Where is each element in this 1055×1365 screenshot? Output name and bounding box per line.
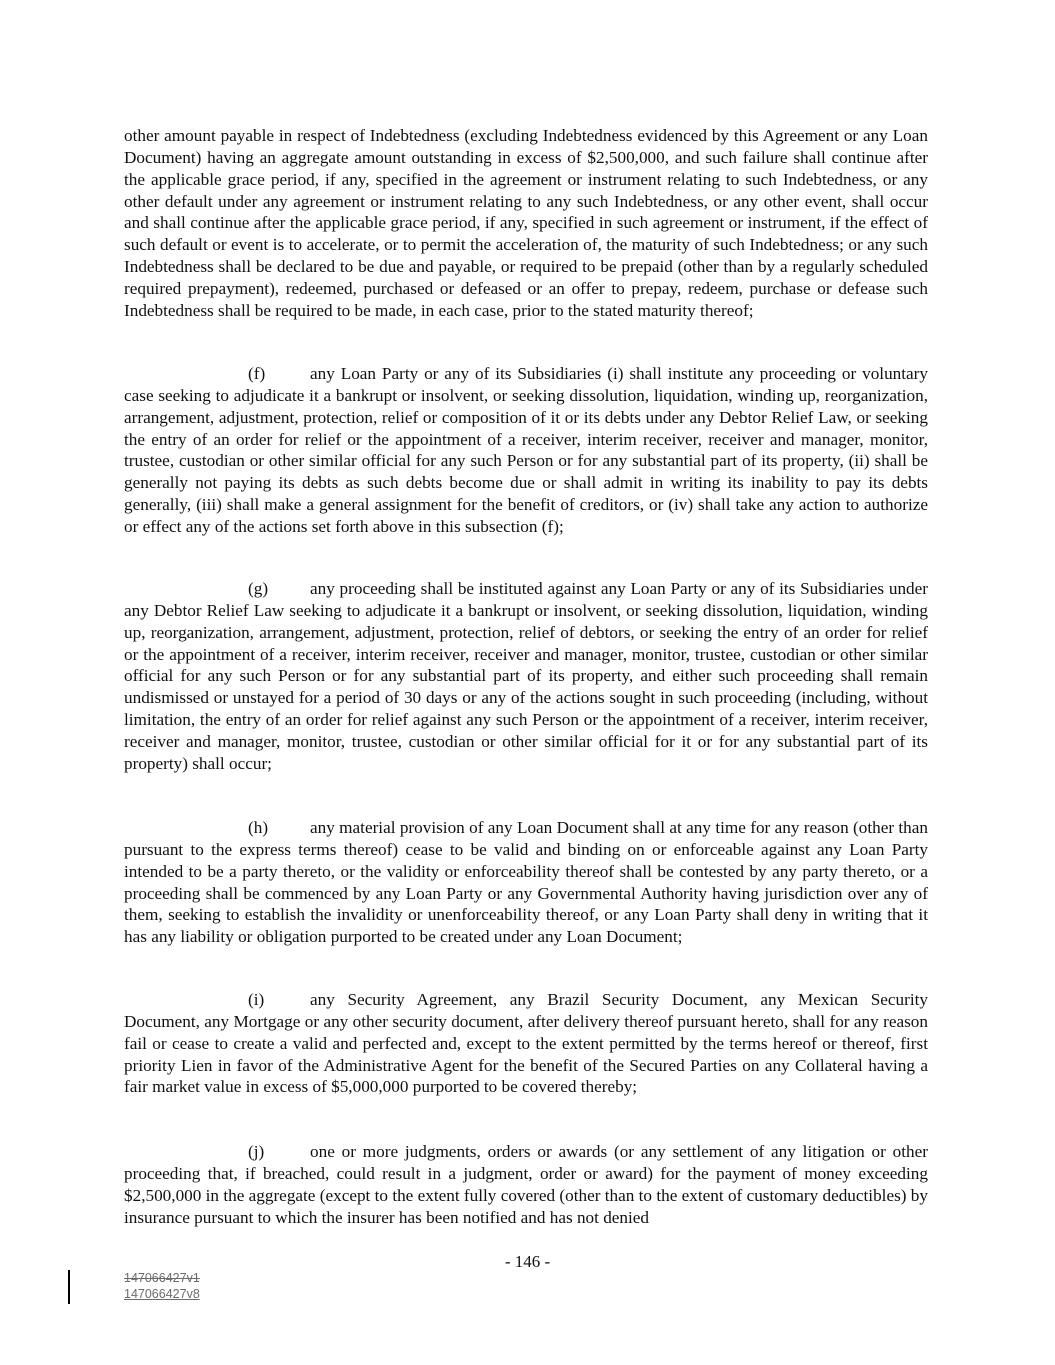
- clause-marker: (i): [248, 990, 265, 1009]
- doc-id-old: 147066427v1: [124, 1271, 200, 1285]
- paragraph-text: any proceeding shall be instituted against any Loan Party or any of its Subsidiaries under any Debtor Relief Law seeking to adjudicate it a bankrupt or insolvent, or seeking dissolution, liquidation, winding up, reorganization, arrangement, adjustment, protection, relief of debtors, or seeking the entry of an order for relief or the appointment of a receiver, interim receiver, receiver and manager, monitor, trustee, custodian or other similar official for any such Person or for any substantial part of its property, and either such proceeding shall remain undismissed or unstayed for a period of 30 days or any of the actions sought in such proceeding (including, without limitation, the entry of an order for relief against any such Person or the appointment of a receiver, interim receiver, receiver and manager, monitor, trustee, custodian or other similar official for it or for any substantial part of its property) shall occur;: [124, 579, 928, 773]
- paragraph-text: any Loan Party or any of its Subsidiaries (i) shall institute any proceeding or voluntary case seeking to adjudicate it a bankrupt or insolvent, or seeking dissolution, liquidation, winding up, reorganization, arrangement, adjustment, protection, relief or composition of it or its debts under any Debtor Relief Law, or seeking the entry of an order for relief or the appointment of a receiver, interim receiver, receiver and manager, monitor, trustee, custodian or other similar official for any such Person or for any substantial part of its property, (ii) shall be generally not paying its debts as such debts become due or shall admit in writing its inability to pay its debts generally, (iii) shall make a general assignment for the benefit of creditors, or (iv) shall take any action to authorize or effect any of the actions set forth above in this subsection (f);: [124, 364, 928, 536]
- paragraph-text: any Security Agreement, any Brazil Security Document, any Mexican Security Document, any Mortgage or any other security document, after delivery thereof pursuant hereto, shall for any reason fail or cease to create a valid and perfected and, except to the extent permitted by the terms hereof or thereof, first priority Lien in favor of the Administrative Agent for the benefit of the Secured Parties on any Collateral having a fair market value in excess of $5,000,000 purported to be covered thereby;: [124, 990, 928, 1097]
- page-number: - 146 -: [504, 1252, 551, 1271]
- paragraph-g: [124, 578, 928, 775]
- paragraph-f: [124, 363, 928, 538]
- paragraph-continuation: [124, 125, 928, 322]
- paragraph-text: one or more judgments, orders or awards (or any settlement of any litigation or other proceeding that, if breached, could result in a judgment, order or award) for the payment of money exceeding $2,500,000 in the aggregate (except to the extent fully covered (other than to the extent of customary deductibles) by insurance pursuant to which the insurer has been notified and has not denied: [124, 1142, 928, 1227]
- revision-bar: [68, 1270, 70, 1304]
- doc-id-new: 147066427v8: [124, 1287, 200, 1301]
- paragraph-j: [124, 1141, 928, 1228]
- clause-marker: (h): [248, 818, 269, 837]
- paragraph-text: other amount payable in respect of Indebtedness (excluding Indebtedness evidenced by this Agreement or any Loan Document) having an aggregate amount outstanding in excess of $2,500,000, and such failure shall continue after the applicable grace period, if any, specified in the agreement or instrument relating to such Indebtedness, or any other default under any agreement or instrument relating to any such Indebtedness, or any other event, shall occur and shall continue after the applicable grace period, if any, specified in such agreement or instrument, if the effect of such default or event is to accelerate, or to permit the acceleration of, the maturity of such Indebtedness; or any such Indebtedness shall be declared to be due and payable, or required to be prepaid (other than by a regularly scheduled required prepayment), redeemed, purchased or defeased or an offer to prepay, redeem, purchase or defease such Indebtedness shall be required to be made, in each case, prior to the stated maturity thereof;: [124, 126, 928, 320]
- paragraph-h: [124, 817, 928, 948]
- clause-marker: (j): [248, 1142, 265, 1161]
- clause-marker: (f): [248, 364, 266, 383]
- clause-marker: (g): [248, 579, 269, 598]
- paragraph-i: [124, 989, 928, 1098]
- paragraph-text: any material provision of any Loan Document shall at any time for any reason (other than pursuant to the express terms thereof) cease to be valid and binding on or enforceable against any Loan Party intended to be a party thereto, or the validity or enforceability thereof shall be contested by any party thereto, or a proceeding shall be commenced by any Loan Party or any Governmental Authority having jurisdiction over any of them, seeking to establish the invalidity or unenforceability thereof, or any Loan Party shall deny in writing that it has any liability or obligation purported to be created under any Loan Document;: [124, 818, 928, 947]
